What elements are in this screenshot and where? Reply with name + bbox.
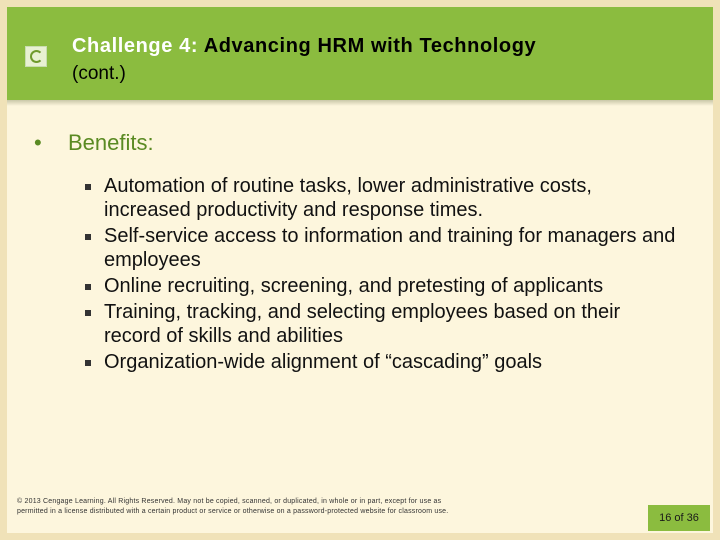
copyright-notice [17, 497, 497, 517]
benefits-list [82, 174, 682, 376]
list-item-text: Automation of routine tasks, lower administrative costs, increased productivity and response times. [104, 175, 592, 221]
square-bullet-icon [85, 234, 91, 240]
slide-logo-icon [25, 46, 47, 67]
list-item-text: Organization-wide alignment of “cascading” goals [104, 351, 543, 373]
square-bullet-icon [85, 310, 91, 316]
square-bullet-icon [85, 284, 91, 290]
list-item [82, 350, 682, 374]
title-bar-shadow [7, 100, 713, 106]
bullet-dot-icon: • [34, 130, 42, 155]
slide-title [72, 34, 702, 58]
title-prefix: Challenge 4: [72, 35, 199, 57]
main-bullet [34, 130, 154, 156]
list-item [82, 300, 682, 348]
page-number: 16 of 36 [659, 512, 699, 524]
square-bullet-icon [85, 184, 91, 190]
square-bullet-icon [85, 360, 91, 366]
copyright-line-2: permitted in a license distributed with a certain product or service or otherwise on a password-protected website for classroom use. [17, 508, 449, 515]
list-item-text: Training, tracking, and selecting employees based on their record of skills and abilities [104, 301, 621, 347]
copyright-line-1: © 2013 Cengage Learning. All Rights Reserved. May not be copied, scanned, or duplicated, in whole or in part, except for use as [17, 498, 442, 505]
page-number-badge [648, 505, 710, 531]
list-item-text: Online recruiting, screening, and pretesting of applicants [104, 275, 604, 297]
title-main: Advancing HRM with Technology [203, 35, 537, 57]
list-item [82, 274, 682, 298]
list-item [82, 174, 682, 222]
main-bullet-label: Benefits: [68, 130, 154, 155]
list-item [82, 224, 682, 272]
list-item-text: Self-service access to information and training for managers and employees [104, 225, 676, 271]
arc-icon [30, 50, 43, 63]
slide-subtitle: (cont.) [72, 63, 126, 84]
